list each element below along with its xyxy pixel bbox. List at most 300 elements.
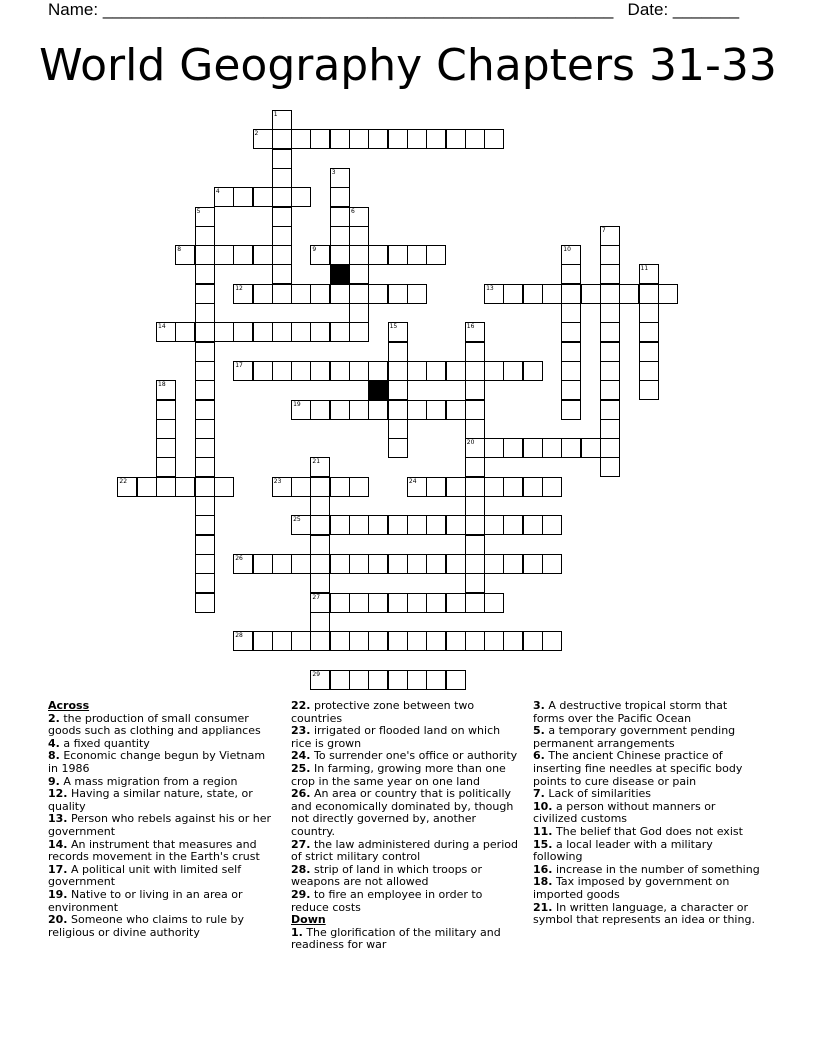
grid-cell[interactable] — [388, 129, 408, 149]
grid-cell[interactable] — [330, 129, 350, 149]
grid-cell[interactable] — [600, 419, 620, 439]
grid-cell[interactable] — [465, 515, 485, 535]
grid-cell[interactable] — [465, 419, 485, 439]
grid-cell[interactable] — [349, 554, 369, 574]
grid-cell[interactable] — [195, 322, 215, 342]
clue-text: A political unit with limited self government — [48, 862, 242, 889]
grid-cell[interactable] — [426, 245, 446, 265]
clue-item — [48, 864, 276, 889]
grid-cell[interactable] — [330, 187, 350, 207]
grid-cell[interactable] — [349, 284, 369, 304]
grid-cell[interactable] — [426, 129, 446, 149]
grid-cell[interactable] — [426, 554, 446, 574]
grid-cell[interactable] — [484, 477, 504, 497]
grid-cell[interactable] — [407, 284, 427, 304]
down-heading: Down — [291, 913, 326, 927]
grid-cell[interactable] — [600, 226, 620, 246]
grid-cell[interactable] — [639, 380, 659, 400]
grid-cell[interactable] — [272, 361, 292, 381]
grid-cell[interactable] — [291, 631, 311, 651]
grid-cell[interactable] — [484, 129, 504, 149]
grid-cell[interactable] — [542, 515, 562, 535]
grid-cell[interactable] — [426, 670, 446, 690]
grid-cell[interactable] — [465, 438, 485, 458]
grid-cell[interactable] — [426, 400, 446, 420]
grid-cell[interactable] — [330, 515, 350, 535]
grid-cell[interactable] — [330, 477, 350, 497]
grid-cell[interactable] — [310, 535, 330, 555]
clue-number-label: 27. — [291, 837, 311, 851]
grid-cell[interactable] — [195, 226, 215, 246]
grid-cell[interactable] — [446, 129, 466, 149]
clue-number-label: 2. — [48, 711, 60, 725]
grid-cell[interactable] — [600, 380, 620, 400]
grid-cell[interactable] — [619, 284, 639, 304]
grid-cell[interactable] — [349, 207, 369, 227]
grid-cell[interactable] — [465, 573, 485, 593]
grid-cell[interactable] — [349, 264, 369, 284]
grid-cell[interactable] — [233, 245, 253, 265]
clue-text: Economic change begun by Vietnam in 1986 — [48, 749, 266, 775]
grid-cell[interactable] — [310, 554, 330, 574]
clue-item — [533, 801, 761, 826]
grid-cell[interactable] — [465, 496, 485, 516]
grid-cell[interactable] — [195, 303, 215, 323]
grid-cell[interactable] — [330, 400, 350, 420]
grid-cell[interactable] — [310, 515, 330, 535]
grid-cell[interactable] — [446, 400, 466, 420]
grid-cell[interactable] — [542, 554, 562, 574]
grid-cell[interactable] — [195, 380, 215, 400]
grid-cell[interactable] — [639, 342, 659, 362]
clue-item — [291, 700, 519, 725]
grid-cell[interactable] — [407, 515, 427, 535]
grid-cell[interactable] — [330, 631, 350, 651]
grid-cell[interactable] — [465, 535, 485, 555]
grid-cell[interactable] — [291, 400, 311, 420]
grid-cell[interactable] — [561, 361, 581, 381]
grid-cell[interactable] — [523, 477, 543, 497]
clue-number: 13 — [486, 284, 494, 292]
grid-cell[interactable] — [600, 400, 620, 420]
grid-cell[interactable] — [349, 631, 369, 651]
grid-cell[interactable] — [388, 670, 408, 690]
grid-cell[interactable] — [272, 245, 292, 265]
grid-cell[interactable] — [523, 284, 543, 304]
grid-cell[interactable] — [349, 226, 369, 246]
grid-cell[interactable] — [272, 207, 292, 227]
grid-cell[interactable] — [195, 207, 215, 227]
grid-cell[interactable] — [156, 457, 176, 477]
grid-cell[interactable] — [272, 168, 292, 188]
grid-cell[interactable] — [484, 438, 504, 458]
clue-number: 23 — [273, 477, 282, 485]
grid-cell[interactable] — [368, 670, 388, 690]
grid-cell[interactable] — [465, 380, 485, 400]
grid-cell[interactable] — [465, 361, 485, 381]
grid-cell[interactable] — [523, 515, 543, 535]
grid-cell[interactable] — [561, 264, 581, 284]
grid-cell[interactable] — [272, 477, 292, 497]
grid-cell[interactable] — [561, 400, 581, 420]
grid-cell[interactable] — [388, 419, 408, 439]
grid-cell[interactable] — [388, 515, 408, 535]
grid-cell[interactable] — [542, 477, 562, 497]
grid-cell[interactable] — [253, 187, 273, 207]
grid-cell[interactable] — [465, 631, 485, 651]
grid-cell[interactable] — [195, 593, 215, 613]
grid-cell[interactable] — [484, 593, 504, 613]
grid-cell[interactable] — [600, 361, 620, 381]
grid-cell[interactable] — [503, 631, 523, 651]
grid-cell[interactable] — [156, 380, 176, 400]
grid-cell[interactable] — [600, 457, 620, 477]
clue-number: 8 — [177, 246, 182, 254]
grid-cell[interactable] — [407, 593, 427, 613]
grid-cell[interactable] — [484, 515, 504, 535]
grid-cell[interactable] — [349, 129, 369, 149]
grid-cell[interactable] — [446, 631, 466, 651]
grid-cell[interactable] — [156, 419, 176, 439]
grid-cell[interactable] — [503, 515, 523, 535]
grid-cell[interactable] — [426, 477, 446, 497]
grid-cell[interactable] — [156, 400, 176, 420]
grid-cell[interactable] — [542, 284, 562, 304]
grid-cell[interactable] — [330, 361, 350, 381]
grid-cell[interactable] — [465, 554, 485, 574]
grid-cell[interactable] — [581, 284, 601, 304]
clue-item — [533, 700, 761, 725]
grid-cell[interactable] — [349, 361, 369, 381]
grid-cell[interactable] — [600, 284, 620, 304]
grid-cell[interactable] — [368, 284, 388, 304]
grid-cell[interactable] — [407, 477, 427, 497]
grid-cell[interactable] — [330, 226, 350, 246]
grid-cell[interactable] — [330, 554, 350, 574]
grid-cell[interactable] — [195, 361, 215, 381]
grid-cell[interactable] — [233, 284, 253, 304]
grid-cell[interactable] — [330, 593, 350, 613]
grid-cell[interactable] — [426, 361, 446, 381]
grid-cell[interactable] — [272, 149, 292, 169]
grid-cell[interactable] — [368, 400, 388, 420]
grid-cell[interactable] — [407, 554, 427, 574]
grid-cell[interactable] — [658, 284, 678, 304]
grid-cell[interactable] — [446, 477, 466, 497]
grid-cell[interactable] — [465, 593, 485, 613]
grid-cell[interactable] — [233, 361, 253, 381]
clue-number: 24 — [408, 477, 417, 485]
grid-cell[interactable] — [523, 438, 543, 458]
grid-cell[interactable] — [523, 631, 543, 651]
clue-number-label: 19. — [48, 887, 68, 901]
grid-cell[interactable] — [195, 554, 215, 574]
clue-item — [48, 713, 276, 738]
grid-cell[interactable] — [349, 593, 369, 613]
grid-cell[interactable] — [272, 554, 292, 574]
grid-cell[interactable] — [195, 457, 215, 477]
name-field[interactable]: ______________________________________________________ — [102, 0, 614, 19]
clue-number-label: 17. — [48, 862, 68, 876]
grid-cell[interactable] — [503, 554, 523, 574]
grid-cell[interactable] — [349, 477, 369, 497]
grid-cell[interactable] — [446, 593, 466, 613]
grid-cell[interactable] — [542, 438, 562, 458]
clue-item — [291, 889, 519, 914]
grid-cell[interactable] — [291, 515, 311, 535]
grid-cell[interactable] — [388, 593, 408, 613]
date-field[interactable]: _______ — [672, 0, 740, 19]
grid-cell[interactable] — [195, 573, 215, 593]
grid-cell[interactable] — [349, 670, 369, 690]
grid-cell[interactable] — [195, 264, 215, 284]
grid-cell[interactable] — [639, 264, 659, 284]
clue-item — [291, 864, 519, 889]
grid-cell[interactable] — [349, 303, 369, 323]
grid-cell[interactable] — [388, 554, 408, 574]
grid-cell[interactable] — [253, 245, 273, 265]
clue-text: to fire an employee in order to reduce costs — [291, 887, 483, 914]
grid-cell[interactable] — [291, 554, 311, 574]
grid-cell[interactable] — [310, 573, 330, 593]
grid-cell[interactable] — [310, 284, 330, 304]
clue-number: 21 — [312, 458, 321, 466]
grid-cell[interactable] — [484, 554, 504, 574]
clue-number: 20 — [466, 439, 475, 447]
clue-text: protective zone between two countries — [291, 699, 475, 725]
grid-cell[interactable] — [407, 129, 427, 149]
grid-cell[interactable] — [175, 477, 195, 497]
grid-cell[interactable] — [465, 457, 485, 477]
grid-cell[interactable] — [388, 284, 408, 304]
grid-cell[interactable] — [446, 361, 466, 381]
grid-cell[interactable] — [368, 554, 388, 574]
clue-number-label: 24. — [291, 749, 311, 763]
grid-cell[interactable] — [214, 477, 234, 497]
grid-cell[interactable] — [503, 477, 523, 497]
grid-cell[interactable] — [310, 245, 330, 265]
grid-cell[interactable] — [175, 245, 195, 265]
grid-cell[interactable] — [388, 631, 408, 651]
grid-cell[interactable] — [291, 129, 311, 149]
grid-cell[interactable] — [233, 322, 253, 342]
grid-cell[interactable] — [523, 361, 543, 381]
grid-cell[interactable] — [272, 264, 292, 284]
grid-cell[interactable] — [503, 361, 523, 381]
grid-cell[interactable] — [561, 284, 581, 304]
grid-cell[interactable] — [407, 245, 427, 265]
grid-cell[interactable] — [368, 515, 388, 535]
grid-cell[interactable] — [639, 361, 659, 381]
grid-cell[interactable] — [175, 322, 195, 342]
grid-cell[interactable] — [253, 631, 273, 651]
grid-cell[interactable] — [330, 284, 350, 304]
grid-cell[interactable] — [388, 400, 408, 420]
grid-cell[interactable] — [195, 342, 215, 362]
grid-cell[interactable] — [291, 477, 311, 497]
grid-cell[interactable] — [465, 477, 485, 497]
grid-cell[interactable] — [310, 457, 330, 477]
clue-item — [291, 927, 519, 952]
clue-number: 22 — [119, 477, 128, 485]
grid-cell[interactable] — [446, 515, 466, 535]
clue-text: strip of land in which troops or weapons are not allowed — [291, 862, 483, 889]
grid-cell[interactable] — [195, 515, 215, 535]
grid-cell[interactable] — [330, 670, 350, 690]
grid-cell[interactable] — [272, 631, 292, 651]
grid-cell[interactable] — [291, 361, 311, 381]
grid-cell[interactable] — [156, 322, 176, 342]
grid-cell[interactable] — [272, 129, 292, 149]
grid-cell[interactable] — [310, 129, 330, 149]
grid-cell[interactable] — [310, 322, 330, 342]
grid-cell[interactable] — [195, 477, 215, 497]
grid-cell[interactable] — [310, 593, 330, 613]
grid-cell[interactable] — [426, 631, 446, 651]
black-cell — [368, 380, 388, 400]
grid-cell[interactable] — [600, 322, 620, 342]
grid-cell[interactable] — [639, 322, 659, 342]
grid-cell[interactable] — [310, 477, 330, 497]
grid-cell[interactable] — [465, 129, 485, 149]
grid-cell[interactable] — [195, 535, 215, 555]
grid-cell[interactable] — [349, 245, 369, 265]
grid-cell[interactable] — [407, 361, 427, 381]
grid-cell[interactable] — [291, 187, 311, 207]
grid-cell[interactable] — [214, 322, 234, 342]
grid-cell[interactable] — [310, 361, 330, 381]
grid-cell[interactable] — [195, 284, 215, 304]
grid-cell[interactable] — [310, 631, 330, 651]
clue-number-label: 20. — [48, 913, 68, 927]
grid-cell[interactable] — [561, 438, 581, 458]
grid-cell[interactable] — [253, 322, 273, 342]
grid-cell[interactable] — [600, 264, 620, 284]
grid-cell[interactable] — [214, 187, 234, 207]
grid-cell[interactable] — [349, 400, 369, 420]
grid-cell[interactable] — [195, 245, 215, 265]
clue-text: An instrument that measures and records movement in the Earth's crust — [48, 837, 260, 864]
grid-cell[interactable] — [388, 322, 408, 342]
grid-cell[interactable] — [195, 496, 215, 516]
clue-text: A mass migration from a region — [59, 774, 238, 788]
clue-number: 25 — [293, 516, 301, 524]
grid-cell[interactable] — [600, 245, 620, 265]
grid-cell[interactable] — [503, 284, 523, 304]
clue-number: 9 — [312, 246, 317, 254]
grid-cell[interactable] — [465, 400, 485, 420]
grid-cell[interactable] — [349, 322, 369, 342]
grid-cell[interactable] — [388, 342, 408, 362]
grid-cell[interactable] — [330, 168, 350, 188]
grid-cell[interactable] — [368, 631, 388, 651]
grid-cell[interactable] — [388, 380, 408, 400]
grid-cell[interactable] — [600, 438, 620, 458]
grid-cell[interactable] — [253, 554, 273, 574]
clue-text: Lack of similarities — [544, 787, 652, 801]
grid-cell[interactable] — [368, 361, 388, 381]
grid-cell[interactable] — [272, 284, 292, 304]
grid-cell[interactable] — [388, 361, 408, 381]
grid-cell[interactable] — [310, 400, 330, 420]
grid-cell[interactable] — [581, 438, 601, 458]
grid-cell[interactable] — [310, 496, 330, 516]
clue-number: 18 — [158, 381, 166, 389]
grid-cell[interactable] — [137, 477, 157, 497]
grid-cell[interactable] — [253, 129, 273, 149]
grid-cell[interactable] — [272, 322, 292, 342]
grid-cell[interactable] — [233, 631, 253, 651]
grid-cell[interactable] — [426, 515, 446, 535]
grid-cell[interactable] — [368, 593, 388, 613]
clue-text: the law administered during a period of strict military control — [291, 837, 518, 864]
grid-cell[interactable] — [388, 438, 408, 458]
grid-cell[interactable] — [368, 129, 388, 149]
grid-cell[interactable] — [310, 670, 330, 690]
grid-cell[interactable] — [156, 477, 176, 497]
grid-cell[interactable] — [561, 342, 581, 362]
grid-cell[interactable] — [484, 361, 504, 381]
grid-cell[interactable] — [195, 400, 215, 420]
grid-cell[interactable] — [407, 670, 427, 690]
grid-cell[interactable] — [484, 284, 504, 304]
grid-cell[interactable] — [639, 303, 659, 323]
grid-cell[interactable] — [214, 245, 234, 265]
grid-cell[interactable] — [600, 303, 620, 323]
grid-cell[interactable] — [117, 477, 137, 497]
grid-cell[interactable] — [600, 342, 620, 362]
grid-cell[interactable] — [542, 631, 562, 651]
grid-cell[interactable] — [503, 438, 523, 458]
grid-cell[interactable] — [272, 226, 292, 246]
clue-text: A destructive tropical storm that forms over the Pacific Ocean — [533, 699, 728, 725]
grid-cell[interactable] — [253, 361, 273, 381]
grid-cell[interactable] — [330, 245, 350, 265]
grid-cell[interactable] — [291, 284, 311, 304]
grid-cell[interactable] — [426, 593, 446, 613]
grid-cell[interactable] — [561, 303, 581, 323]
grid-cell[interactable] — [561, 380, 581, 400]
grid-cell[interactable] — [349, 515, 369, 535]
grid-cell[interactable] — [407, 631, 427, 651]
grid-cell[interactable] — [272, 110, 292, 130]
grid-cell[interactable] — [639, 284, 659, 304]
grid-cell[interactable] — [561, 322, 581, 342]
grid-cell[interactable] — [388, 245, 408, 265]
grid-cell[interactable] — [465, 322, 485, 342]
grid-cell[interactable] — [291, 322, 311, 342]
grid-cell[interactable] — [195, 419, 215, 439]
grid-cell[interactable] — [233, 187, 253, 207]
grid-cell[interactable] — [156, 438, 176, 458]
clue-number-label: 28. — [291, 862, 311, 876]
grid-cell[interactable] — [446, 670, 466, 690]
grid-cell[interactable] — [523, 554, 543, 574]
grid-cell[interactable] — [195, 438, 215, 458]
grid-cell[interactable] — [446, 554, 466, 574]
grid-cell[interactable] — [484, 631, 504, 651]
grid-cell[interactable] — [368, 245, 388, 265]
grid-cell[interactable] — [310, 612, 330, 632]
grid-cell[interactable] — [465, 342, 485, 362]
grid-cell[interactable] — [330, 207, 350, 227]
grid-cell[interactable] — [561, 245, 581, 265]
grid-cell[interactable] — [272, 187, 292, 207]
grid-cell[interactable] — [253, 284, 273, 304]
grid-cell[interactable] — [407, 400, 427, 420]
grid-cell[interactable] — [233, 554, 253, 574]
grid-cell[interactable] — [330, 322, 350, 342]
